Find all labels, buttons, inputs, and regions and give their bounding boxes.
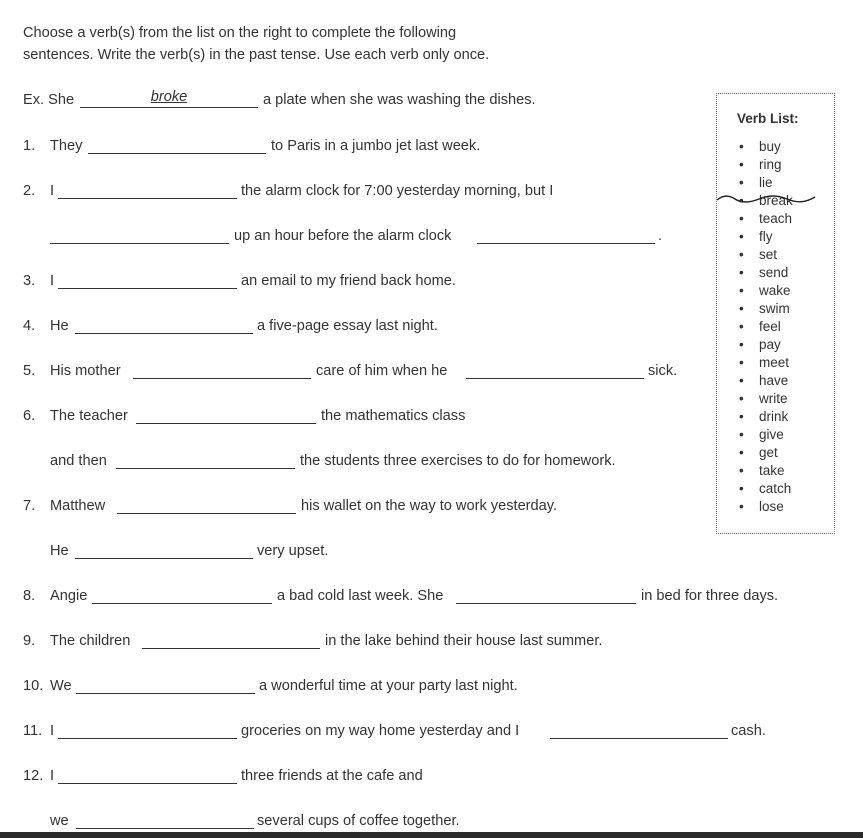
answer-blank[interactable] (58, 182, 237, 199)
answer-blank[interactable] (76, 812, 254, 829)
verb-list-item (739, 247, 777, 263)
bullet-icon: • (739, 229, 744, 244)
item-number: 1. (23, 138, 36, 154)
verb-list-item (739, 319, 781, 335)
item-text: Matthew (50, 498, 106, 514)
verb-list-item (739, 481, 791, 497)
answer-blank[interactable] (133, 362, 311, 379)
verb-list-item (739, 211, 792, 227)
bullet-icon: • (739, 409, 744, 424)
answer-blank[interactable] (466, 362, 644, 379)
answer-blank[interactable] (58, 272, 237, 289)
item-text: to Paris in a jumbo jet last week. (271, 138, 481, 154)
bullet-icon: • (739, 283, 744, 298)
item-text: He (50, 543, 69, 559)
item-number: 12. (23, 768, 44, 784)
verb-list-title: Verb List: (737, 111, 799, 126)
verb-list-item (739, 283, 791, 299)
bullet-icon: • (739, 445, 744, 460)
verb-list-item (739, 229, 773, 245)
answer-blank[interactable] (117, 497, 296, 514)
verb-list-item (739, 265, 788, 281)
bullet-icon: • (739, 211, 744, 226)
item-number: 5. (23, 363, 36, 379)
verb-label: catch (759, 481, 792, 496)
item-text: the students three exercises to do for homework. (300, 453, 616, 469)
bullet-icon: • (739, 391, 744, 406)
example-answer: broke (150, 89, 188, 105)
item-text: Angie (50, 588, 88, 604)
bullet-icon: • (739, 265, 744, 280)
answer-blank[interactable] (75, 542, 253, 559)
answer-blank[interactable] (75, 317, 253, 334)
item-number: 3. (23, 273, 36, 289)
verb-list-item (739, 445, 778, 461)
verb-list-item (739, 373, 788, 389)
item-text: the alarm clock for 7:00 yesterday morning, but I (241, 183, 554, 199)
item-text: a bad cold last week. She (277, 588, 444, 604)
verb-label: have (759, 373, 789, 388)
item-text: I (50, 768, 55, 784)
item-text: sick. (648, 363, 678, 379)
item-text: The teacher (50, 408, 128, 424)
answer-blank[interactable] (76, 677, 255, 694)
verb-label: ring (759, 157, 782, 172)
item-number: 6. (23, 408, 36, 424)
item-text: and then (50, 453, 107, 469)
bullet-icon: • (739, 373, 744, 388)
verb-list-item (739, 175, 773, 191)
answer-blank[interactable] (88, 137, 266, 154)
answer-blank[interactable] (116, 452, 295, 469)
verb-list-item (739, 409, 788, 425)
item-text: We (50, 678, 72, 694)
verb-label: wake (759, 283, 791, 298)
item-text: They (50, 138, 83, 154)
verb-list-item (739, 301, 790, 317)
bullet-icon: • (739, 427, 744, 442)
example-text: a plate when she was washing the dishes. (263, 92, 536, 108)
verb-label: swim (759, 301, 790, 316)
bullet-icon: • (739, 337, 744, 352)
instructions-line-1: Choose a verb(s) from the list on the right to complete the following (23, 25, 457, 41)
bullet-icon: • (739, 157, 744, 172)
bullet-icon: • (739, 355, 744, 370)
crossed-out-scribble-icon (715, 193, 817, 207)
bullet-icon: • (739, 193, 744, 208)
item-text: care of him when he (316, 363, 448, 379)
verb-label: send (759, 265, 789, 280)
answer-blank[interactable] (550, 722, 728, 739)
bullet-icon: • (739, 481, 744, 496)
item-text: several cups of coffee together. (257, 813, 460, 829)
bullet-icon: • (739, 319, 744, 334)
item-number: 2. (23, 183, 36, 199)
bullet-icon: • (739, 499, 744, 514)
item-text: His mother (50, 363, 121, 379)
verb-label: set (759, 247, 778, 262)
verb-label: feel (759, 319, 781, 334)
item-number: 7. (23, 498, 36, 514)
verb-list-item (739, 157, 782, 173)
verb-label: fly (759, 229, 773, 244)
verb-list-item (739, 463, 785, 479)
verb-label: buy (759, 139, 781, 154)
item-text: I (50, 183, 55, 199)
item-text: a five-page essay last night. (257, 318, 438, 334)
verb-label: take (759, 463, 785, 478)
verb-list-item (739, 391, 788, 407)
answer-blank[interactable] (477, 227, 655, 244)
verb-label: lose (759, 499, 784, 514)
verb-list-item (739, 427, 784, 443)
item-text: I (50, 273, 55, 289)
item-text: a wonderful time at your party last night. (259, 678, 518, 694)
bullet-icon: • (739, 463, 744, 478)
instructions-line-2: sentences. Write the verb(s) in the past tense. Use each verb only once. (23, 47, 490, 63)
verb-label: drink (759, 409, 789, 424)
item-text: his wallet on the way to work yesterday. (301, 498, 558, 514)
item-text: He (50, 318, 69, 334)
verb-list-item (739, 139, 781, 155)
bullet-icon: • (739, 175, 744, 190)
item-number: 4. (23, 318, 36, 334)
item-text: groceries on my way home yesterday and I (241, 723, 520, 739)
example-label: Ex. She (23, 92, 75, 108)
item-number: 9. (23, 633, 36, 649)
item-text: up an hour before the alarm clock (234, 228, 452, 244)
answer-blank[interactable] (456, 587, 636, 604)
item-text: The children (50, 633, 131, 649)
item-number: 8. (23, 588, 36, 604)
answer-blank[interactable] (58, 722, 237, 739)
verb-label: teach (759, 211, 793, 226)
example-blank (80, 91, 258, 108)
verb-label: pay (759, 337, 781, 352)
item-text: very upset. (257, 543, 329, 559)
verb-label: break (759, 193, 793, 208)
item-text: . (658, 228, 663, 244)
item-number: 10. (23, 678, 44, 694)
verb-list-item (739, 337, 781, 353)
item-number: 11. (23, 723, 43, 739)
verb-label: get (759, 445, 778, 460)
answer-blank[interactable] (58, 767, 237, 784)
answer-blank[interactable] (50, 227, 229, 244)
answer-blank[interactable] (136, 407, 316, 424)
verb-label: write (759, 391, 788, 406)
item-text: we (50, 813, 69, 829)
bullet-icon: • (739, 139, 744, 154)
item-text: I (50, 723, 55, 739)
item-text: in the lake behind their house last summer. (325, 633, 603, 649)
verb-label: lie (759, 175, 773, 190)
item-text: the mathematics class (321, 408, 466, 424)
verb-list-item (739, 355, 789, 371)
bottom-edge-bar (0, 832, 863, 838)
answer-blank[interactable] (92, 587, 272, 604)
item-text: three friends at the cafe and (241, 768, 423, 784)
verb-label: give (759, 427, 784, 442)
answer-blank[interactable] (142, 632, 320, 649)
item-text: an email to my friend back home. (241, 273, 456, 289)
verb-list-item (739, 499, 784, 515)
item-text: in bed for three days. (641, 588, 779, 604)
bullet-icon: • (739, 247, 744, 262)
item-text: cash. (731, 723, 766, 739)
verb-label: meet (759, 355, 790, 370)
bullet-icon: • (739, 301, 744, 316)
